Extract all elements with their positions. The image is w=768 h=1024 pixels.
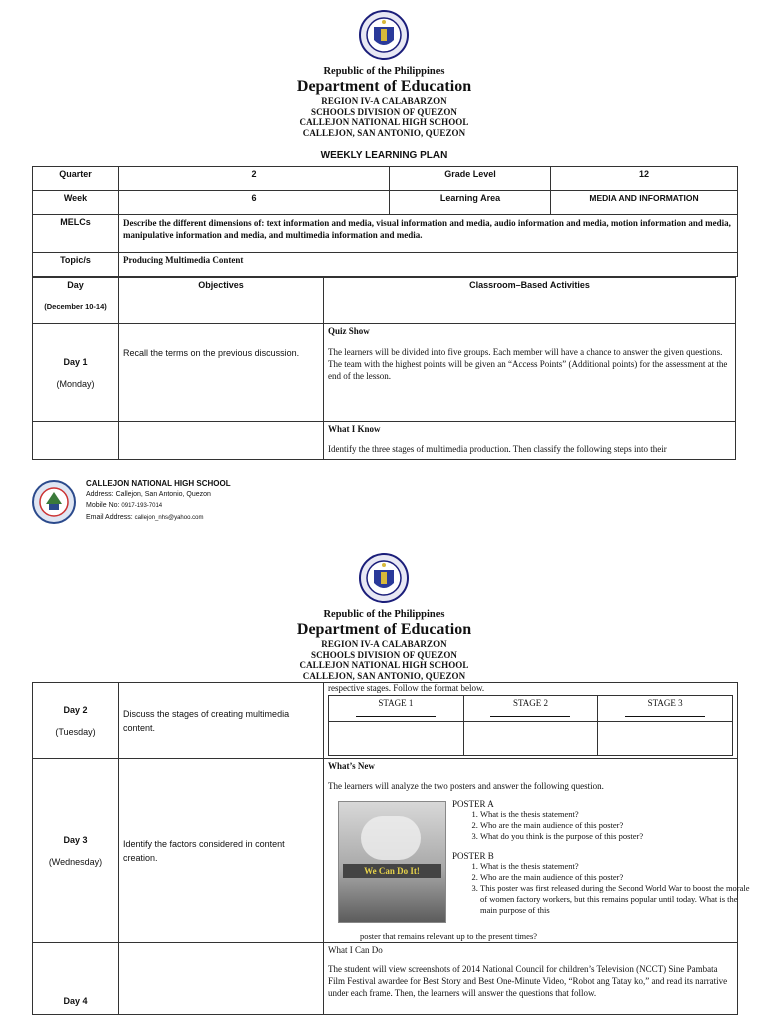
stage3-header <box>598 696 733 722</box>
stage2-label: STAGE 2 <box>512 698 548 708</box>
school-logo-icon <box>32 480 76 524</box>
empty-day-cell <box>33 422 119 460</box>
stage-table <box>328 695 733 756</box>
day3-objective: Identify the factors considered in content creation. <box>119 759 324 943</box>
grade-value: 12 <box>551 167 738 191</box>
melcs-label: MELCs <box>33 215 119 253</box>
day2-label: Day 2 <box>63 704 88 715</box>
poster-b-title: POSTER B <box>452 851 494 861</box>
stage2-header <box>463 696 598 722</box>
stage3-label: STAGE 3 <box>647 698 683 708</box>
day3-cell <box>33 759 119 943</box>
quarter-label: Quarter <box>33 167 119 191</box>
footer-email <box>86 512 231 524</box>
footer-mobile-label: Mobile No: <box>86 502 120 509</box>
grade-label: Grade Level <box>390 167 551 191</box>
poster-b-q2: 2. Who are the main audience of this poster? <box>480 872 752 883</box>
melcs-text: Describe the different dimensions of: text information and media, visual information and media, audio information and media, motion information and media, manipulative information and media, and multimedia information and media. <box>119 215 738 253</box>
division-text: SCHOOLS DIVISION OF QUEZON <box>310 106 458 117</box>
week-label: Week <box>33 191 119 215</box>
day2-objective: Discuss the stages of creating multimedia content. <box>119 683 324 759</box>
footer-text <box>86 478 231 524</box>
plan-table-page1 <box>32 277 736 460</box>
day4-cell <box>33 943 119 1015</box>
footer-school-name: CALLEJON NATIONAL HIGH SCHOOL <box>86 479 231 488</box>
day-label: Day <box>67 280 84 290</box>
week-value: 6 <box>119 191 390 215</box>
footer-address-label: Address: <box>86 491 114 498</box>
what-i-know-text: Identify the three stages of multimedia production. Then classify the following steps into their <box>328 444 667 454</box>
plan-table-page2 <box>32 682 750 1015</box>
stage1-header <box>329 696 464 722</box>
republic-text: Republic of the Philippines <box>323 66 445 77</box>
whats-new-title: What’s New <box>328 761 375 771</box>
republic-text: Republic of the Philippines <box>323 609 445 620</box>
stage3-blank <box>625 708 705 717</box>
quarter-value: 2 <box>119 167 390 191</box>
posters-block <box>328 799 750 923</box>
stage1-blank <box>356 708 436 717</box>
footer-email-label: Email Address: <box>86 514 133 521</box>
day4-label: Day 4 <box>63 996 88 1006</box>
page2-header <box>0 553 768 681</box>
day1-weekday: (Monday) <box>56 378 95 389</box>
page1-header <box>0 10 768 138</box>
poster-a-q2: 2. Who are the main audience of this poster? <box>480 820 752 831</box>
stage2-blank <box>490 708 570 717</box>
info-table <box>32 166 738 277</box>
deped-seal-icon <box>359 10 409 60</box>
stage1-label: STAGE 1 <box>378 698 414 708</box>
poster-b-tail: poster that remains relevant up to the present times? <box>360 931 538 941</box>
poster-a-title: POSTER A <box>452 799 494 809</box>
address-text: CALLEJON, SAN ANTONIO, QUEZON <box>302 670 466 681</box>
poster-a-list <box>452 809 752 842</box>
poster-face-shape <box>361 816 421 860</box>
day4-activity <box>324 943 738 1015</box>
poster-b-q3: 3. This poster was first released during the Second World War to boost the morale of women factory workers, but this remains popular until today. What is the main purpose of this <box>480 883 752 916</box>
day1-cell <box>33 324 119 422</box>
stage2-cell <box>463 722 598 756</box>
activities-header: Classroom–Based Activities <box>324 278 736 324</box>
department-title: Department of Education <box>296 78 472 95</box>
quiz-show-title: Quiz Show <box>328 326 370 336</box>
poster-image <box>338 801 446 923</box>
day-header <box>33 278 119 324</box>
weekly-plan-title: WEEKLY LEARNING PLAN <box>320 150 448 161</box>
area-value: MEDIA AND INFORMATION <box>551 191 738 215</box>
day-range: (December 10-14) <box>44 302 107 311</box>
day3-activity <box>324 759 750 943</box>
region-text: REGION IV-A CALABARZON <box>321 96 447 106</box>
day3-label: Day 3 <box>63 834 88 845</box>
deped-seal-icon <box>359 553 409 603</box>
day2-cell <box>33 683 119 759</box>
poster-a-q3: 3. What do you think is the purpose of this poster? <box>480 831 752 842</box>
poster-caption: We Can Do It! <box>343 864 441 878</box>
footer-mobile-value: 0917-193-7014 <box>121 503 163 509</box>
day2-cont-text: respective stages. Follow the format below. <box>328 683 485 693</box>
school-text: CALLEJON NATIONAL HIGH SCHOOL <box>299 117 469 127</box>
poster-b-list <box>452 861 752 916</box>
stage3-cell <box>598 722 733 756</box>
day4-objective <box>119 943 324 1015</box>
stage1-cell <box>329 722 464 756</box>
footer-address-value: Callejon, San Antonio, Quezon <box>115 491 211 498</box>
area-label: Learning Area <box>390 191 551 215</box>
whats-new-text: The learners will analyze the two posters and answer the following question. <box>328 781 604 791</box>
day1-label: Day 1 <box>63 356 88 367</box>
day1-activity <box>324 324 736 422</box>
address-text: CALLEJON, SAN ANTONIO, QUEZON <box>302 127 466 138</box>
what-i-know-title: What I Know <box>328 424 381 434</box>
department-title: Department of Education <box>296 621 472 638</box>
school-footer <box>32 478 432 528</box>
footer-email-value: callejon_nhs@yahoo.com <box>134 515 204 521</box>
division-text: SCHOOLS DIVISION OF QUEZON <box>310 649 458 660</box>
empty-objective-cell <box>119 422 324 460</box>
day1-objective: Recall the terms on the previous discussion. <box>119 324 324 422</box>
what-i-can-do-title: What I Can Do <box>328 945 383 955</box>
footer-address <box>86 489 231 500</box>
day2-activity <box>324 683 738 759</box>
school-text: CALLEJON NATIONAL HIGH SCHOOL <box>299 660 469 670</box>
topic-label: Topic/s <box>33 253 119 277</box>
poster-a-q1: 1. What is the thesis statement? <box>480 809 752 820</box>
objectives-header: Objectives <box>119 278 324 324</box>
topic-text: Producing Multimedia Content <box>119 253 738 277</box>
region-text: REGION IV-A CALABARZON <box>321 639 447 649</box>
what-i-know-cell <box>324 422 736 460</box>
day3-weekday: (Wednesday) <box>48 856 103 867</box>
poster-questions <box>452 799 752 916</box>
footer-mobile <box>86 500 231 512</box>
day2-weekday: (Tuesday) <box>55 726 96 737</box>
quiz-show-text: The learners will be divided into five groups. Each member will have a chance to answer the given questions. The team with the highest points will be given an “Access Points” (Additional points) for the assessment at the end of the lesson. <box>328 347 728 381</box>
what-i-can-do-text: The student will view screenshots of 2014 National Council for children’s Television (NCCT) Sine Pambata Film Festival awardee for Best Story and Best One-Minute Video, “Robot ang Tatay ko,” and read its narrative under each frame. Then, the learners will answer the questions that follow. <box>328 964 728 998</box>
poster-b-q1: 1. What is the thesis statement? <box>480 861 752 872</box>
